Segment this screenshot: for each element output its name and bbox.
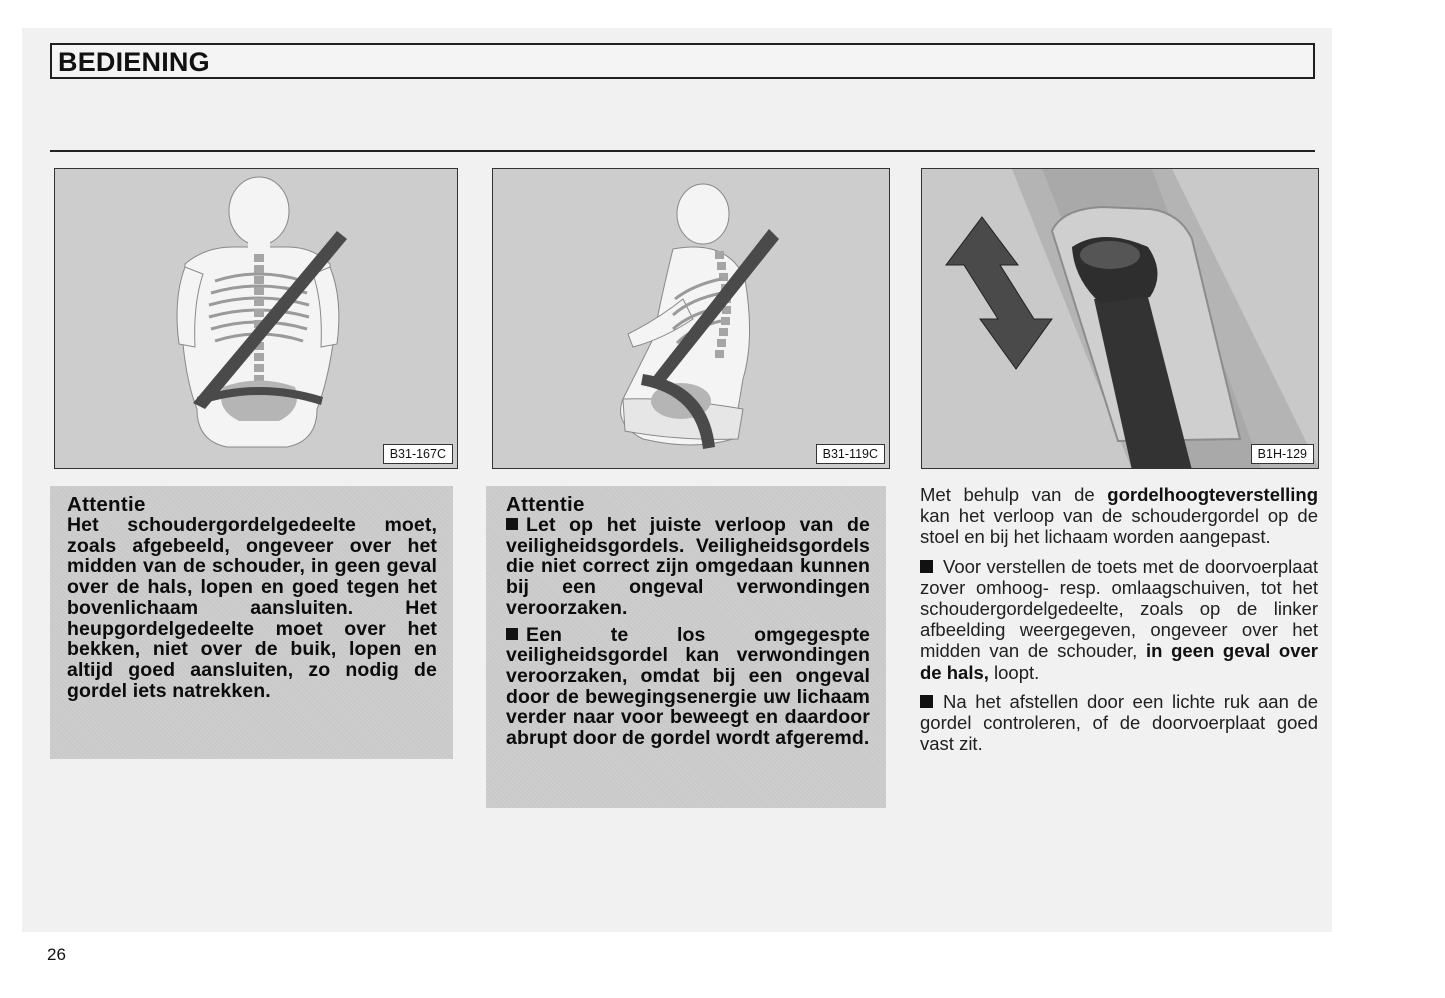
instructions-column xyxy=(920,484,1318,762)
belt-height-adjuster-illustration xyxy=(922,169,1319,469)
bullet-square-icon xyxy=(920,560,933,573)
bullet-square-icon xyxy=(920,695,933,708)
figure-code: B31-167C xyxy=(383,444,453,464)
figure-belt-side-view xyxy=(492,168,890,469)
warning-title: Attentie xyxy=(67,493,146,516)
warning-body: Het schoudergordelgedeelte moet, zoals afgebeeld, ongeveer over het midden van de schouder, in geen geval over de hals, lopen en goed tegen het bovenlichaam aansluiten. Het heupgordelgedeelte moet over het bekken, niet over de buik, lopen en altijd goed aansluiten, zo nodig de gordel iets natrekken. xyxy=(67,514,437,702)
skeleton-back-belt-illustration xyxy=(55,169,458,469)
skeleton-side-belt-illustration xyxy=(493,169,890,469)
warning-box-belt-routing xyxy=(50,486,453,759)
page-number: 26 xyxy=(47,945,66,964)
warning-box-belt-fit xyxy=(486,486,886,808)
figure-belt-rear-view xyxy=(54,168,458,469)
instruction-bullet: Na het afstellen door een lichte ruk aan de gordel controleren, of de doorvoerplaat goed vast zit. xyxy=(920,690,1318,755)
figure-height-adjuster xyxy=(921,168,1319,469)
warning-item: Een te los omgegespte veiligheidsgordel kan verwondingen veroorzaken, omdat bij een ongeval door de bewegingsenergie uw lichaam verder naar voor beweegt en daardoor abrupt door de gordel wordt afgeremd. xyxy=(506,623,870,750)
bullet-square-icon xyxy=(506,628,518,640)
warning-item: Let op het juiste verloop van de veiligheidsgordels. Veiligheidsgordels die niet correct zijn omgedaan kunnen bij een ongeval verwondingen veroorzaken. xyxy=(506,514,870,619)
warning-title: Attentie xyxy=(506,493,585,516)
figure-code: B1H-129 xyxy=(1251,444,1314,464)
intro-paragraph: Met behulp van de gordelhoogteverstelling kan het verloop van de schoudergordel op de stoel en bij het lichaam worden aangepast. xyxy=(920,484,1318,548)
figure-code: B31-119C xyxy=(816,444,885,464)
instruction-bullet: Voor verstellen de toets met de doorvoerplaat zover omhoog- resp. omlaagschuiven, tot het schoudergordelgedeelte, zoals op de linker afbeelding weergegeven, ongeveer over het midden van de schouder, in geen geval over de hals, loopt. xyxy=(920,555,1318,683)
section-title: BEDIENING xyxy=(58,47,210,77)
bullet-square-icon xyxy=(506,518,518,530)
divider-rule xyxy=(50,150,1315,152)
section-header xyxy=(50,43,1315,79)
